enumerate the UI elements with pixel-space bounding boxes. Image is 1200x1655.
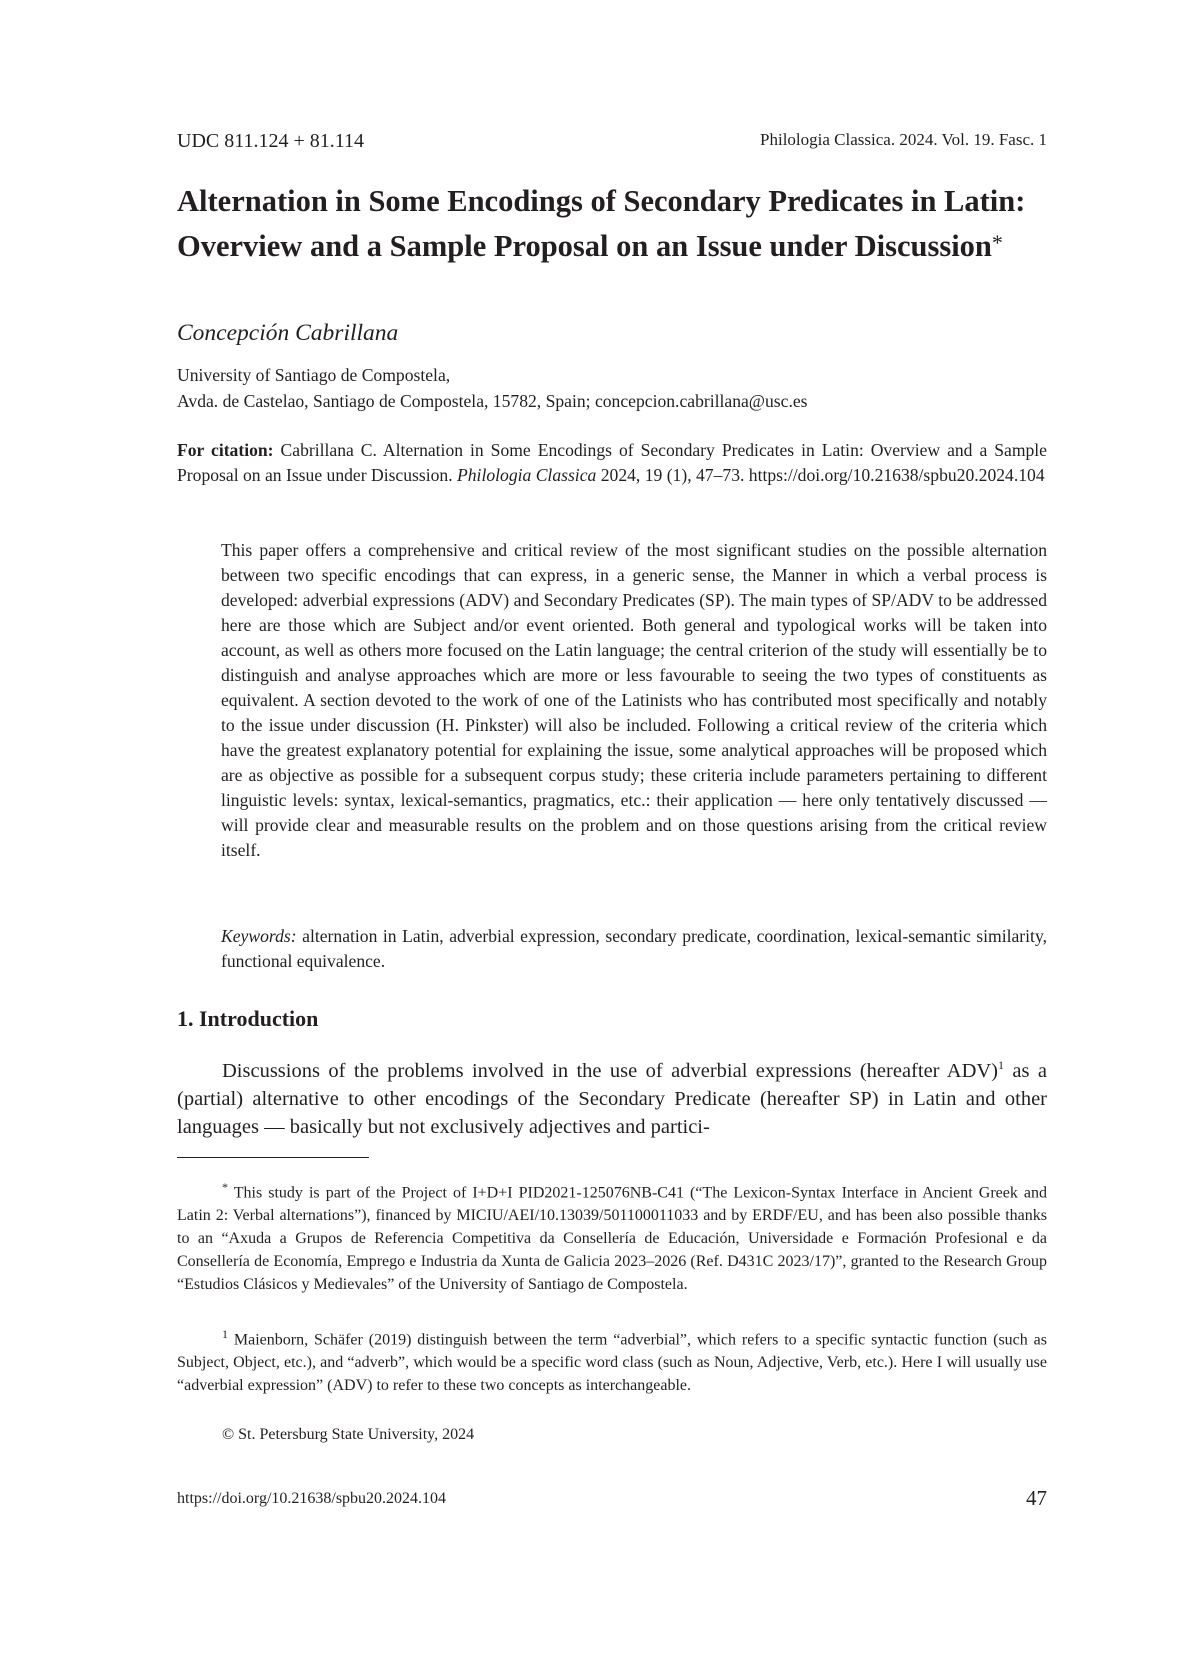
- keywords-text: alternation in Latin, adverbial expression, secondary predicate, coordination, lexical-semantic similarity, functional equivalence.: [221, 926, 1047, 971]
- udc-code: UDC 811.124 + 81.114: [177, 130, 365, 152]
- page-number: 47: [1026, 1486, 1047, 1510]
- running-head: [177, 130, 1047, 156]
- affiliation-line-2: Avda. de Castelao, Santiago de Compostela, 15782, Spain; concepcion.cabrillana@usc.es: [177, 391, 808, 411]
- keywords: [221, 924, 1047, 974]
- article-title: [177, 180, 1047, 267]
- intro-paragraph: [177, 1051, 1047, 1141]
- journal-reference: Philologia Classica. 2024. Vol. 19. Fasc. 1: [760, 130, 1047, 149]
- citation-text-after: 2024, 19 (1), 47–73. https://doi.org/10.21638/spbu20.2024.104: [600, 465, 1045, 485]
- copyright-notice: © St. Petersburg State University, 2024: [222, 1426, 475, 1443]
- keywords-label: Keywords:: [221, 926, 297, 946]
- section-heading: 1. Introduction: [177, 1006, 319, 1031]
- footnote-1: [177, 1323, 1047, 1397]
- citation-text-before: Cabrillana C. Alternation in Some Encodings of Secondary Predicates in Latin: Overview and a Sample Proposal on an Issue under Discussion.: [177, 440, 1047, 485]
- citation-journal: Philologia Classica: [457, 465, 597, 485]
- title-footnote-mark: *: [991, 230, 1003, 255]
- paper-page: [177, 0, 1047, 1655]
- footnote-ref-1[interactable]: 1: [998, 1058, 1005, 1072]
- intro-text-end: as a (partial) alternative to other encodings of the Secondary Predicate (hereafter SP) in Latin and other languages — basically but not exclusively adjectives and partici-: [177, 1059, 1047, 1138]
- footnote-1-mark: 1: [222, 1327, 228, 1341]
- article-title-text: Alternation in Some Encodings of Secondary Predicates in Latin: Overview and a Sample Proposal on an Issue under Discussion: [177, 184, 1026, 263]
- footnote-divider: [177, 1157, 369, 1158]
- affiliation-line-1: University of Santiago de Compostela,: [177, 365, 451, 385]
- abstract: This paper offers a comprehensive and critical review of the most significant studies on the possible alternation between two specific encodings that can express, in a generic sense, the Manner in which a verbal process is developed: adverbial expressions (ADV) and Secondary Predicates (SP). The main types of SP/ADV to be addressed here are those which are Subject and/or event oriented. Both general and typological works will be taken into account, as well as others more focused on the Latin language; the central criterion of the study will essentially be to distinguish and analyse approaches which are more or less favourable to seeing the two types of constituents as equivalent. A section devoted to the work of one of the Latinists who has contributed most specifically and notably to the issue under discussion (H. Pinkster) will also be included. Following a critical review of the criteria which have the greatest explanatory potential for explaining the issue, some analytical approaches will be proposed which are as objective as possible for a subsequent corpus study; these criteria include parameters pertaining to different linguistic levels: syntax, lexical-semantics, pragmatics, etc.: their application — here only tentatively discussed — will provide clear and measurable results on the problem and on those questions arising from the critical review itself.: [221, 540, 1047, 860]
- footnote-star-text: This study is part of the Project of I+D+I PID2021-125076NB-C41 (“The Lexicon-Syntax Interface in Ancient Greek and Latin 2: Verbal alternations”), financed by MICIU/AEI/10.13039/501100011033 and by ERDF/EU, and has been also possible thanks to an “Axuda a Grupos de Referencia Competitiva da Consellería de Educación, Universidade e Formación Profesional e da Consellería de Economía, Emprego e Industria da Xunta de Galicia 2023–2026 (Ref. D431C 2023/17)”, granted to the Research Group “Estudios Clásicos y Medievales” of the University of Santiago de Compostela.: [177, 1184, 1048, 1294]
- footnote-star: [177, 1176, 1047, 1296]
- footnote-star-mark: *: [222, 1180, 228, 1194]
- doi-link[interactable]: https://doi.org/10.21638/spbu20.2024.104: [177, 1490, 447, 1507]
- citation-label: For citation:: [177, 440, 274, 460]
- footnote-1-text: Maienborn, Schäfer (2019) distinguish between the term “adverbial”, which refers to a specific syntactic function (such as Subject, Object, etc.), and “adverb”, which would be a specific word class (such as Noun, Adjective, Verb, etc.). Here I will usually use “adverbial expression” (ADV) to refer to these two concepts as interchangeable.: [177, 1331, 1048, 1395]
- author-name: Concepción Cabrillana: [177, 320, 399, 346]
- affiliation: [177, 362, 1047, 414]
- intro-text-start: Discussions of the problems involved in the use of adverbial expressions (hereafter ADV): [222, 1059, 999, 1082]
- citation-block: [177, 438, 1047, 488]
